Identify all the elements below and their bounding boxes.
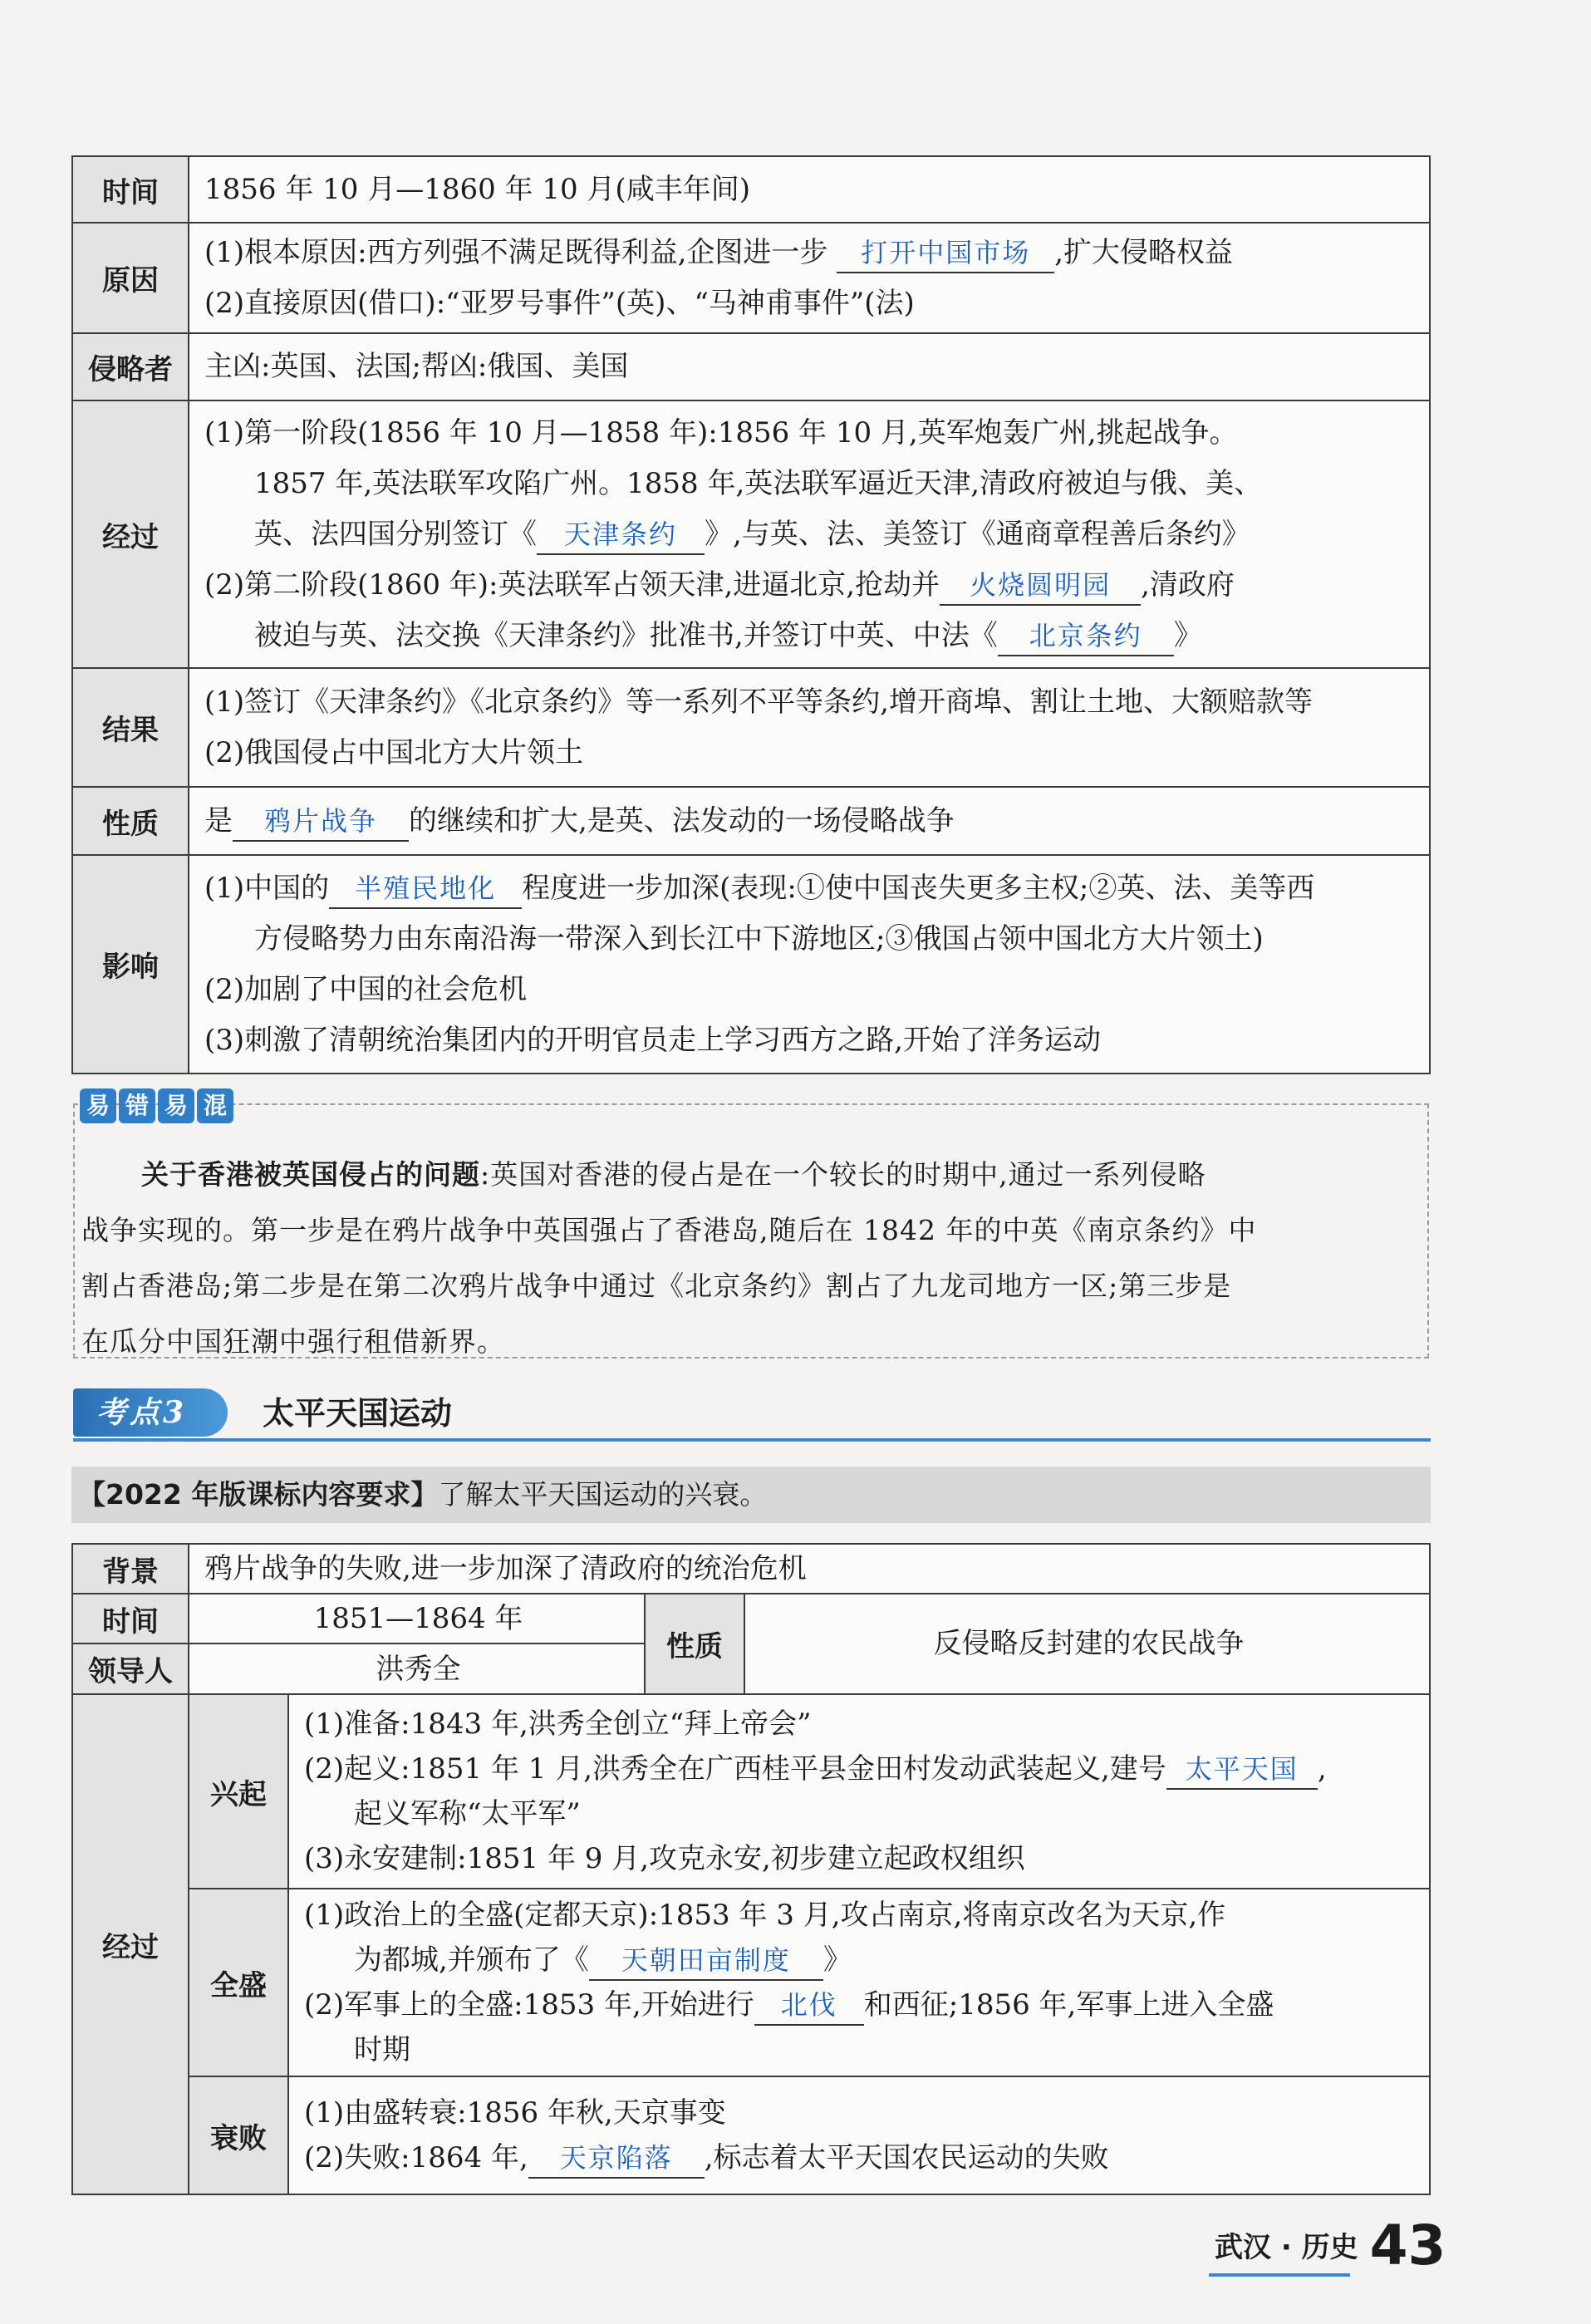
fill-in-answer: 鸦片战争 — [233, 802, 409, 842]
row-decline — [72, 2076, 1430, 2194]
fill-in-answer: 太平天国 — [1166, 1750, 1318, 1790]
row-result — [72, 668, 1430, 787]
row-label: 领导人 — [72, 1644, 189, 1694]
row-content: (1)由盛转衰:1856 年秋,天京事变 (2)失败:1864 年, 天京陷落 ,标志着太平天国农民运动的失败 — [288, 2076, 1430, 2194]
common-mistakes-tag: 易 错 易 混 — [80, 1088, 233, 1123]
taiping-movement-table — [71, 1543, 1431, 2195]
row-process — [72, 400, 1430, 668]
stage-label: 兴起 — [189, 1694, 288, 1889]
common-mistakes-text: 关于香港被英国侵占的问题:英国对香港的侵占是在一个较长的时期中,通过一系列侵略 战争实现的。第一步是在鸦片战争中英国强占了香港岛,随后在 1842 年的中英《南京条约》中 割占香港岛;第二步是在第二次鸦片战争中通过《北京条约》割占了九龙司地方一区;第三步是 在瓜分中国狂潮中强行租借新界。 — [81, 1158, 1257, 1358]
row-impact — [72, 855, 1430, 1074]
row-content: (1)中国的 半殖民地化 程度进一步加深(表现:①使中国丧失更多主权;②英、法、美等西 方侵略势力由东南沿海一带深入到长江中下游地区;③俄国占领中国北方大片领土) (2)加剧了中国的社会危机 (3)刺激了清朝统治集团内的开明官员走上学习西方之路,开始了洋务运动 — [189, 855, 1430, 1074]
row-label: 经过 — [72, 1694, 189, 2194]
fill-in-answer: 火烧圆明园 — [940, 566, 1141, 606]
row-label: 原因 — [72, 223, 189, 333]
footer-divider — [1209, 2273, 1350, 2277]
fill-in-answer: 天津条约 — [537, 515, 705, 555]
fill-in-answer: 天朝田亩制度 — [589, 1941, 823, 1981]
page-number: 43 — [1369, 2213, 1446, 2277]
row-label: 结果 — [72, 668, 189, 787]
footer-book-label: 武汉 · 历史 — [1215, 2231, 1358, 2264]
row-content: 反侵略反封建的农民战争 — [744, 1594, 1430, 1694]
second-opium-war-table — [71, 155, 1431, 1074]
fill-in-answer: 北伐 — [754, 1986, 864, 2026]
fill-in-answer: 打开中国市场 — [837, 233, 1054, 273]
row-content: 1856 年 10 月—1860 年 10 月(咸丰年间) — [189, 156, 1430, 223]
row-label: 经过 — [72, 400, 189, 668]
row-content: (1)签订《天津条约》《北京条约》等一系列不平等条约,增开商埠、割让土地、大额赔款等 (2)俄国侵占中国北方大片领土 — [189, 668, 1430, 787]
row-content: (1)根本原因:西方列强不满足既得利益,企图进一步 打开中国市场 ,扩大侵略权益 (2)直接原因(借口):“亚罗号事件”(英)、“马神甫事件”(法) — [189, 223, 1430, 333]
row-content: 1851—1864 年 — [189, 1594, 645, 1644]
fill-in-answer: 北京条约 — [998, 617, 1174, 656]
row-content: 鸦片战争的失败,进一步加深了清政府的统治危机 — [189, 1544, 1430, 1594]
page-footer — [1215, 2200, 1446, 2275]
row-label: 性质 — [645, 1594, 744, 1694]
stage-label: 衰败 — [189, 2076, 288, 2194]
row-label: 影响 — [72, 855, 189, 1074]
row-content: (1)政治上的全盛(定都天京):1853 年 3 月,攻占南京,将南京改名为天京,作 为都城,并颁布了《 天朝田亩制度 》 (2)军事上的全盛:1853 年,开始进行 北伐 和西征;1856 年,军事上进入全盛 时期 — [288, 1889, 1430, 2076]
row-label: 侵略者 — [72, 333, 189, 400]
row-content: 是 鸦片战争 的继续和扩大,是英、法发动的一场侵略战争 — [189, 787, 1430, 855]
row-content: (1)准备:1843 年,洪秀全创立“拜上帝会” (2)起义:1851 年 1 月,洪秀全在广西桂平县金田村发动武装起义,建号 太平天国 , 起义军称“太平军” (3)永安建制:1851 年 9 月,攻克永安,初步建立起政权组织 — [288, 1694, 1430, 1889]
row-peak — [72, 1889, 1430, 2076]
fill-in-answer: 半殖民地化 — [329, 869, 522, 909]
stage-label: 全盛 — [189, 1889, 288, 2076]
fill-in-answer: 天京陷落 — [528, 2139, 705, 2179]
row-time — [72, 156, 1430, 223]
row-label: 时间 — [72, 1594, 189, 1644]
row-cause — [72, 223, 1430, 333]
row-content: 洪秀全 — [189, 1644, 645, 1694]
section-divider — [73, 1438, 1431, 1442]
row-content: 主凶:英国、法国;帮凶:俄国、美国 — [189, 333, 1430, 400]
row-content: (1)第一阶段(1856 年 10 月—1858 年):1856 年 10 月,英军炮轰广州,挑起战争。 1857 年,英法联军攻陷广州。1858 年,英法联军逼近天津,清政府被迫与俄、美、 英、法四国分别签订《 天津条约 》,与英、法、美签订《通商章程善后条约》 (2)第二阶段(1860 年):英法联军占领天津,进逼北京,抢劫并 火烧圆明园 ,清政府 被迫与英、法交换《天津条约》批准书,并签订中英、中法《 北京条约 》 — [189, 400, 1430, 668]
row-background — [72, 1544, 1430, 1594]
row-aggressor — [72, 333, 1430, 400]
row-label: 性质 — [72, 787, 189, 855]
row-label: 背景 — [72, 1544, 189, 1594]
curriculum-requirement: 【2022 年版课标内容要求】了解太平天国运动的兴衰。 — [71, 1467, 1431, 1523]
kaodian-badge: 考点3 — [73, 1388, 228, 1437]
row-nature — [72, 787, 1430, 855]
row-label: 时间 — [72, 156, 189, 223]
row-time — [72, 1594, 1430, 1644]
row-rise — [72, 1694, 1430, 1889]
section-title: 太平天国运动 — [263, 1395, 453, 1432]
